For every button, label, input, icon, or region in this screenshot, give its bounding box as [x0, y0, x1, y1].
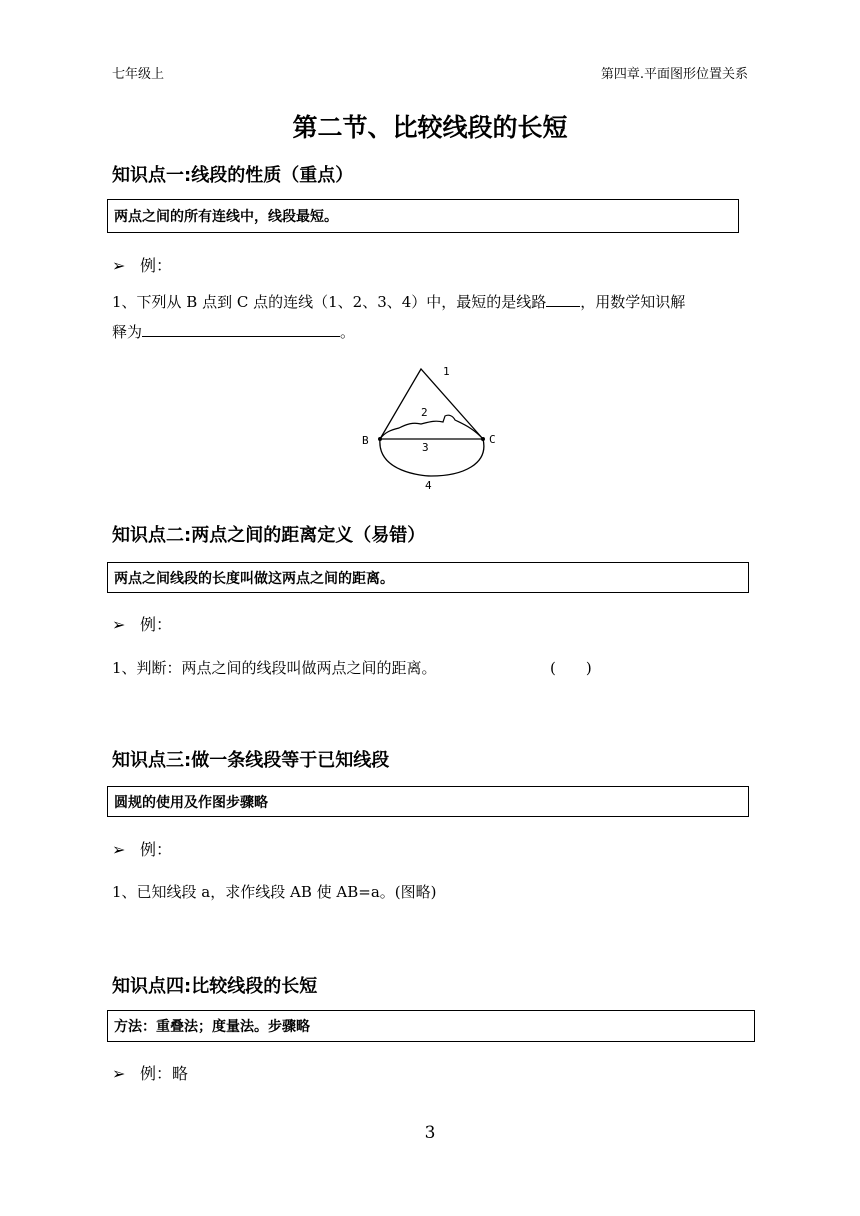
- section-1-question-part4: 。: [340, 323, 356, 341]
- point-b-label: B: [362, 434, 369, 447]
- answer-blank-route[interactable]: [546, 292, 580, 307]
- section-2-box: [107, 562, 749, 593]
- section-3-question: 1、已知线段 a，求作线段 AB 使 AB=a。(图略): [112, 883, 437, 901]
- header-left: 七年级上: [112, 67, 165, 82]
- section-4-box-text: 方法：重叠法；度量法。步骤略: [114, 1019, 310, 1035]
- section-2-question: 1、判断：两点之间的线段叫做两点之间的距离。: [112, 659, 437, 677]
- answer-blank-explanation[interactable]: [142, 322, 340, 337]
- arrow-bullet-icon: ➢: [112, 1064, 126, 1083]
- route-3-label: 3: [422, 441, 429, 454]
- section-1-example: [112, 253, 172, 276]
- section-1-question: [112, 287, 752, 347]
- arrow-bullet-icon: ➢: [112, 615, 126, 634]
- section-3-example: [112, 837, 172, 860]
- section-1-question-part3: 释为: [112, 323, 143, 341]
- section-1-box: [107, 199, 739, 233]
- point-c-dot: [481, 437, 485, 441]
- route-4-label: 4: [425, 479, 432, 492]
- route-4-line: [380, 439, 484, 476]
- section-1-example-label: 例：: [140, 256, 173, 275]
- section-4-example: [112, 1061, 188, 1084]
- section-4-box: [107, 1010, 755, 1042]
- section-4-heading: 知识点四:比较线段的长短: [112, 976, 318, 997]
- route-figure: [355, 360, 515, 495]
- arrow-bullet-icon: ➢: [112, 840, 126, 859]
- page-number: 3: [424, 1123, 436, 1143]
- route-2-line: [380, 415, 483, 439]
- section-2-example-label: 例：: [140, 615, 173, 634]
- header-right: 第四章.平面图形位置关系: [600, 67, 748, 82]
- arrow-bullet-icon: ➢: [112, 256, 126, 275]
- section-3-box-text: 圆规的使用及作图步骤略: [114, 794, 268, 811]
- section-1-box-text: 两点之间的所有连线中，线段最短。: [114, 209, 338, 225]
- page-title: 第二节、比较线段的长短: [292, 113, 568, 142]
- section-2-answer-paren[interactable]: ( ): [550, 659, 592, 677]
- section-2-heading: 知识点二:两点之间的距离定义（易错）: [112, 525, 426, 546]
- section-4-example-label: 例：略: [140, 1064, 189, 1083]
- point-b-dot: [378, 437, 382, 441]
- section-3-box: [107, 786, 749, 817]
- route-2-label: 2: [421, 406, 428, 419]
- section-2-example: [112, 612, 172, 635]
- route-1-label: 1: [443, 365, 450, 378]
- section-1-question-part2: ，用数学知识解: [580, 293, 686, 311]
- section-3-example-label: 例：: [140, 840, 173, 859]
- section-2-box-text: 两点之间线段的长度叫做这两点之间的距离。: [114, 570, 394, 587]
- section-1-question-part1: 1、下列从 B 点到 C 点的连线（1、2、3、4）中，最短的是线路: [112, 293, 547, 311]
- section-1-heading: 知识点一:线段的性质（重点）: [112, 165, 354, 186]
- section-3-heading: 知识点三:做一条线段等于已知线段: [112, 750, 390, 771]
- point-c-label: C: [489, 433, 496, 446]
